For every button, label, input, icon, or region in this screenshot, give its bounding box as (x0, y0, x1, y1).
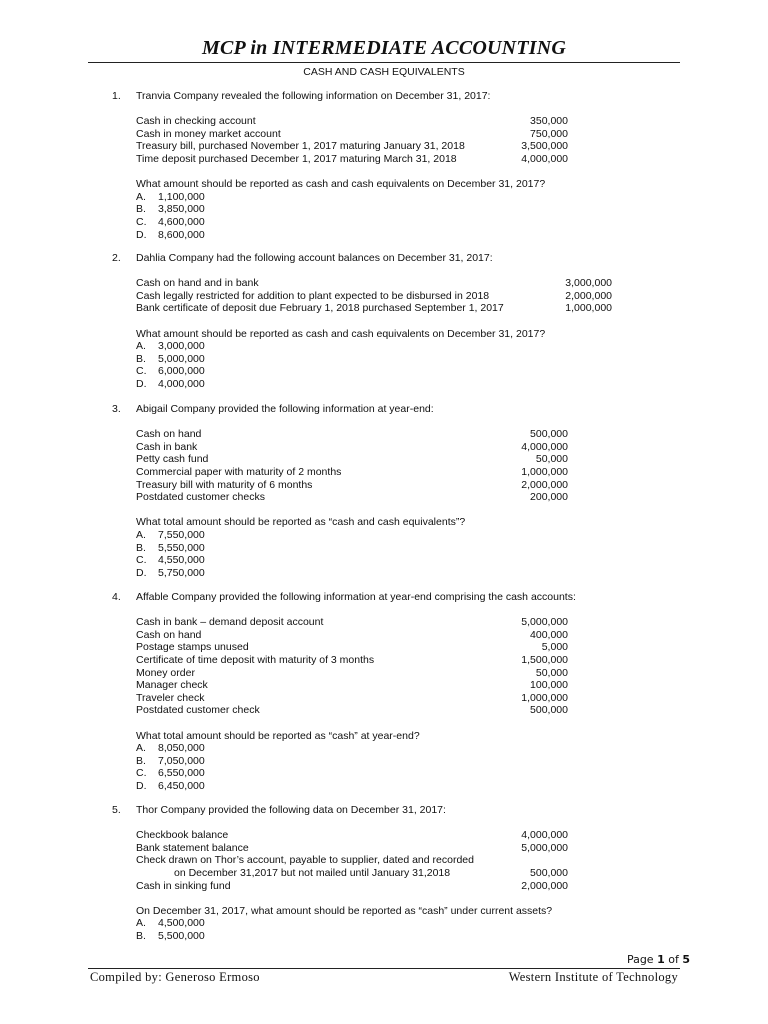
account-label: Certificate of time deposit with maturity of 3 months (136, 653, 375, 666)
account-row (136, 302, 612, 315)
account-amount: 2,000,000 (565, 289, 612, 302)
account-row (136, 453, 568, 466)
page-number (627, 953, 690, 966)
choice-value: 5,750,000 (158, 566, 205, 579)
question-prompt: What total amount should be reported as “cash” at year-end? (136, 729, 420, 742)
account-amount: 1,000,000 (521, 691, 568, 704)
account-amount: 5,000,000 (521, 841, 568, 854)
account-amount: 50,000 (535, 453, 568, 466)
choice-letter: C. (136, 767, 147, 780)
account-amount: 350,000 (530, 115, 568, 128)
account-label: Bank statement balance (136, 841, 249, 854)
choice-letter: C. (136, 365, 147, 378)
account-amount: 500,000 (530, 428, 568, 441)
question-number: 2. (112, 252, 121, 264)
account-row (136, 880, 568, 893)
account-label: Bank certificate of deposit due February 1, 2018 purchased September 1, 2017 (136, 302, 504, 315)
account-row (136, 692, 568, 705)
choice-letter: D. (136, 377, 147, 390)
account-row (136, 854, 568, 867)
account-label: Cash in money market account (136, 127, 281, 140)
account-list (136, 616, 568, 717)
account-list (136, 277, 612, 315)
account-amount: 500,000 (530, 704, 568, 717)
choice-value: 6,000,000 (158, 365, 205, 378)
document-subtitle: CASH AND CASH EQUIVALENTS (303, 66, 465, 78)
choice-value: 5,550,000 (158, 541, 205, 554)
account-amount: 200,000 (530, 491, 568, 504)
choice-letter: D. (136, 566, 147, 579)
account-label: Cash in checking account (136, 115, 256, 128)
account-label: Petty cash fund (136, 453, 209, 466)
question-stem: Tranvia Company revealed the following information on December 31, 2017: (136, 90, 491, 102)
account-label: Postage stamps unused (136, 641, 249, 654)
account-row (136, 641, 568, 654)
account-amount: 100,000 (530, 679, 568, 692)
page-prefix: Page (626, 953, 654, 966)
account-amount: 5,000 (541, 641, 568, 654)
account-label: Money order (136, 666, 195, 679)
account-label: on December 31,2017 but not mailed until January 31,2018 (174, 866, 451, 879)
account-amount: 3,000,000 (565, 277, 612, 290)
account-amount: 4,000,000 (521, 440, 568, 453)
choice-value: 4,000,000 (158, 377, 205, 390)
account-amount: 5,000,000 (521, 616, 568, 629)
question-number: 3. (112, 403, 121, 415)
choice-letter: B. (136, 352, 146, 365)
account-amount: 750,000 (530, 127, 568, 140)
account-label: Check drawn on Thor’s account, payable to supplier, dated and recorded (136, 854, 474, 867)
account-row (136, 277, 612, 290)
choice-letter: A. (136, 917, 146, 930)
choice-value: 1,100,000 (158, 190, 205, 203)
account-label: Cash legally restricted for addition to plant expected to be disbursed in 2018 (136, 289, 490, 302)
account-label: Postdated customer checks (136, 491, 265, 504)
account-row (136, 128, 568, 141)
footer-compiler: Compiled by: Generoso Ermoso (90, 970, 260, 984)
account-row (136, 616, 568, 629)
account-amount: 1,000,000 (565, 302, 612, 315)
account-row (136, 479, 568, 492)
account-amount: 3,500,000 (521, 140, 568, 153)
account-row (136, 428, 568, 441)
question-prompt: What amount should be reported as cash and cash equivalents on December 31, 2017? (136, 178, 546, 191)
page-of: of (668, 953, 679, 966)
choice-letter: C. (136, 215, 147, 228)
choice-letter: B. (136, 203, 146, 216)
choice-letter: B. (136, 754, 146, 767)
account-row (136, 153, 568, 166)
choice-letter: A. (136, 742, 146, 755)
account-amount: 500,000 (530, 866, 568, 879)
account-list (136, 428, 568, 504)
choice-value: 7,550,000 (158, 529, 205, 541)
choice-value: 6,550,000 (158, 767, 205, 780)
question-number: 1. (112, 90, 121, 102)
account-label: Cash in bank (136, 440, 198, 453)
account-row (136, 679, 568, 692)
choice-letter: A. (136, 190, 146, 203)
choice-value: 5,000,000 (158, 352, 205, 365)
account-label: Manager check (136, 679, 208, 692)
choice-value: 8,600,000 (158, 228, 205, 241)
account-amount: 1,500,000 (521, 653, 568, 666)
account-row (136, 441, 568, 454)
choice-letter: B. (136, 541, 146, 554)
choice-value: 6,450,000 (158, 779, 205, 792)
account-row (136, 466, 568, 479)
account-row (136, 140, 568, 153)
choice-value: 4,500,000 (158, 917, 205, 930)
question-prompt: What total amount should be reported as “cash and cash equivalents”? (136, 516, 466, 529)
account-label: Checkbook balance (136, 829, 229, 842)
header-rule (88, 62, 680, 63)
account-label: Cash on hand and in bank (136, 277, 259, 290)
choice-letter: A. (136, 340, 146, 353)
account-amount: 4,000,000 (521, 152, 568, 165)
account-row (136, 829, 568, 842)
choice-value: 5,500,000 (158, 929, 205, 942)
question-stem: Thor Company provided the following data on December 31, 2017: (136, 804, 446, 816)
account-label: Cash in sinking fund (136, 879, 231, 892)
question-number: 4. (112, 591, 121, 603)
choice-value: 8,050,000 (158, 742, 205, 755)
account-row (136, 491, 568, 504)
account-amount: 50,000 (535, 666, 568, 679)
choice-letter: D. (136, 779, 147, 792)
account-amount: 2,000,000 (521, 879, 568, 892)
account-label: Time deposit purchased December 1, 2017 maturing March 31, 2018 (136, 152, 457, 165)
choice-value: 4,550,000 (158, 554, 205, 567)
account-label: Treasury bill, purchased November 1, 2017 maturing January 31, 2018 (136, 140, 465, 153)
account-row (136, 842, 568, 855)
account-list (136, 115, 568, 165)
account-amount: 1,000,000 (521, 465, 568, 478)
account-amount: 2,000,000 (521, 478, 568, 491)
choice-value: 7,050,000 (158, 754, 205, 767)
question-prompt: What amount should be reported as cash and cash equivalents on December 31, 2017? (136, 327, 546, 340)
choice-letter: A. (136, 529, 146, 541)
question-number: 5. (112, 804, 121, 816)
account-row (136, 290, 612, 303)
account-label: Cash on hand (136, 628, 202, 641)
account-row (136, 629, 568, 642)
account-row (136, 667, 568, 680)
account-row (136, 867, 568, 880)
account-label: Postdated customer check (136, 704, 260, 717)
account-amount: 400,000 (530, 628, 568, 641)
question-stem: Abigail Company provided the following information at year-end: (136, 403, 434, 415)
account-row (136, 115, 568, 128)
footer-rule (88, 968, 680, 969)
account-label: Cash in bank – demand deposit account (136, 616, 324, 629)
choice-letter: D. (136, 228, 147, 241)
account-list (136, 829, 568, 892)
footer-institution: Western Institute of Technology (508, 970, 678, 984)
account-label: Traveler check (136, 691, 205, 704)
account-label: Cash on hand (136, 428, 202, 441)
account-amount: 4,000,000 (521, 829, 568, 842)
account-row (136, 704, 568, 717)
page-current: 1 (657, 953, 665, 966)
document-title: MCP in INTERMEDIATE ACCOUNTING (201, 37, 567, 59)
page-total: 5 (682, 953, 690, 966)
account-label: Treasury bill with maturity of 6 months (136, 478, 313, 491)
question-stem: Affable Company provided the following information at year-end comprising the cash accounts: (136, 591, 576, 603)
question-stem: Dahlia Company had the following account balances on December 31, 2017: (136, 252, 493, 264)
choice-value: 3,850,000 (158, 203, 205, 216)
choice-value: 4,600,000 (158, 215, 205, 228)
choice-value: 3,000,000 (158, 340, 205, 353)
choice-letter: C. (136, 554, 147, 567)
choice-letter: B. (136, 929, 146, 942)
question-prompt: On December 31, 2017, what amount should be reported as “cash” under current assets? (136, 904, 553, 917)
account-row (136, 654, 568, 667)
account-label: Commercial paper with maturity of 2 months (136, 465, 342, 478)
